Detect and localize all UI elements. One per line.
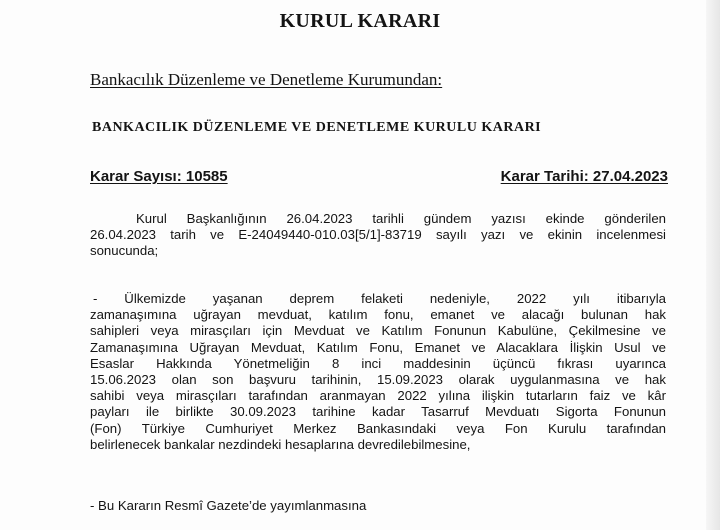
decision-date: Karar Tarihi: 27.04.2023: [500, 168, 668, 185]
paragraph-line: - Bu Kararın Resmî Gazete’de yayımlanmasına: [90, 498, 367, 513]
paragraph-preamble: [90, 211, 666, 260]
paragraph-line: Zamanaşımına Uğrayan Mevduat, Katılım Fonu, Emanet ve Alacaklara İlişkin Usul ve: [90, 339, 666, 355]
page-edge-shadow: [706, 0, 720, 530]
document-title: KURUL KARARI: [279, 10, 441, 32]
institution-name: Bankacılık Düzenleme ve Denetleme Kurumundan:: [90, 70, 443, 89]
paragraph-line: - Ülkemizde yaşanan deprem felaketi nedeniyle, 2022 yılı itibarıyla: [93, 291, 666, 306]
paragraph-publication: [90, 498, 666, 514]
paragraph-line: sahipleri veya mirasçıları için Mevduat ve Katılım Fonunun Kabulüne, Çekilmesine ve: [90, 323, 666, 339]
paragraph-line: sahibi veya mirasçıları tarafından aranmayan 2022 yılına ilişkin tutarların faiz ve kâr: [90, 388, 666, 404]
paragraph-line: 15.06.2023 olan son başvuru tarihinin, 15.09.2023 olarak uygulanmasına ve hak: [90, 372, 666, 388]
paragraph-line: sonucunda;: [90, 243, 159, 259]
decision-number: Karar Sayısı: 10585: [90, 168, 228, 185]
paragraph-line: 26.04.2023 tarih ve E-24049440-010.03[5/1]-83719 sayılı yazı ve ekinin incelenmesi: [90, 227, 666, 243]
paragraph-line: Kurul Başkanlığının 26.04.2023 tarihli gündem yazısı ekinde gönderilen: [136, 211, 666, 226]
paragraph-line: zamanaşımına uğrayan mevduat, katılım fonu, emanet ve alacağı bulunan hak: [90, 307, 666, 323]
paragraph-line: (Fon) Türkiye Cumhuriyet Merkez Bankasındaki veya Fon Kurulu tarafından: [90, 420, 666, 436]
board-decision-heading: BANKACILIK DÜZENLEME VE DENETLEME KURULU KARARI: [92, 120, 542, 135]
paragraph-decision: [90, 291, 666, 453]
paragraph-line: Esaslar Hakkında Yönetmeliğin 8 inci maddesinin üçüncü fıkrası uyarınca: [90, 355, 666, 371]
paragraph-line: belirlenecek bankalar nezdindeki hesaplarına devredilebilmesine,: [90, 436, 471, 452]
paragraph-line: payları ile birlikte 30.09.2023 tarihine kadar Tasarruf Mevduatı Sigorta Fonunun: [90, 404, 666, 420]
